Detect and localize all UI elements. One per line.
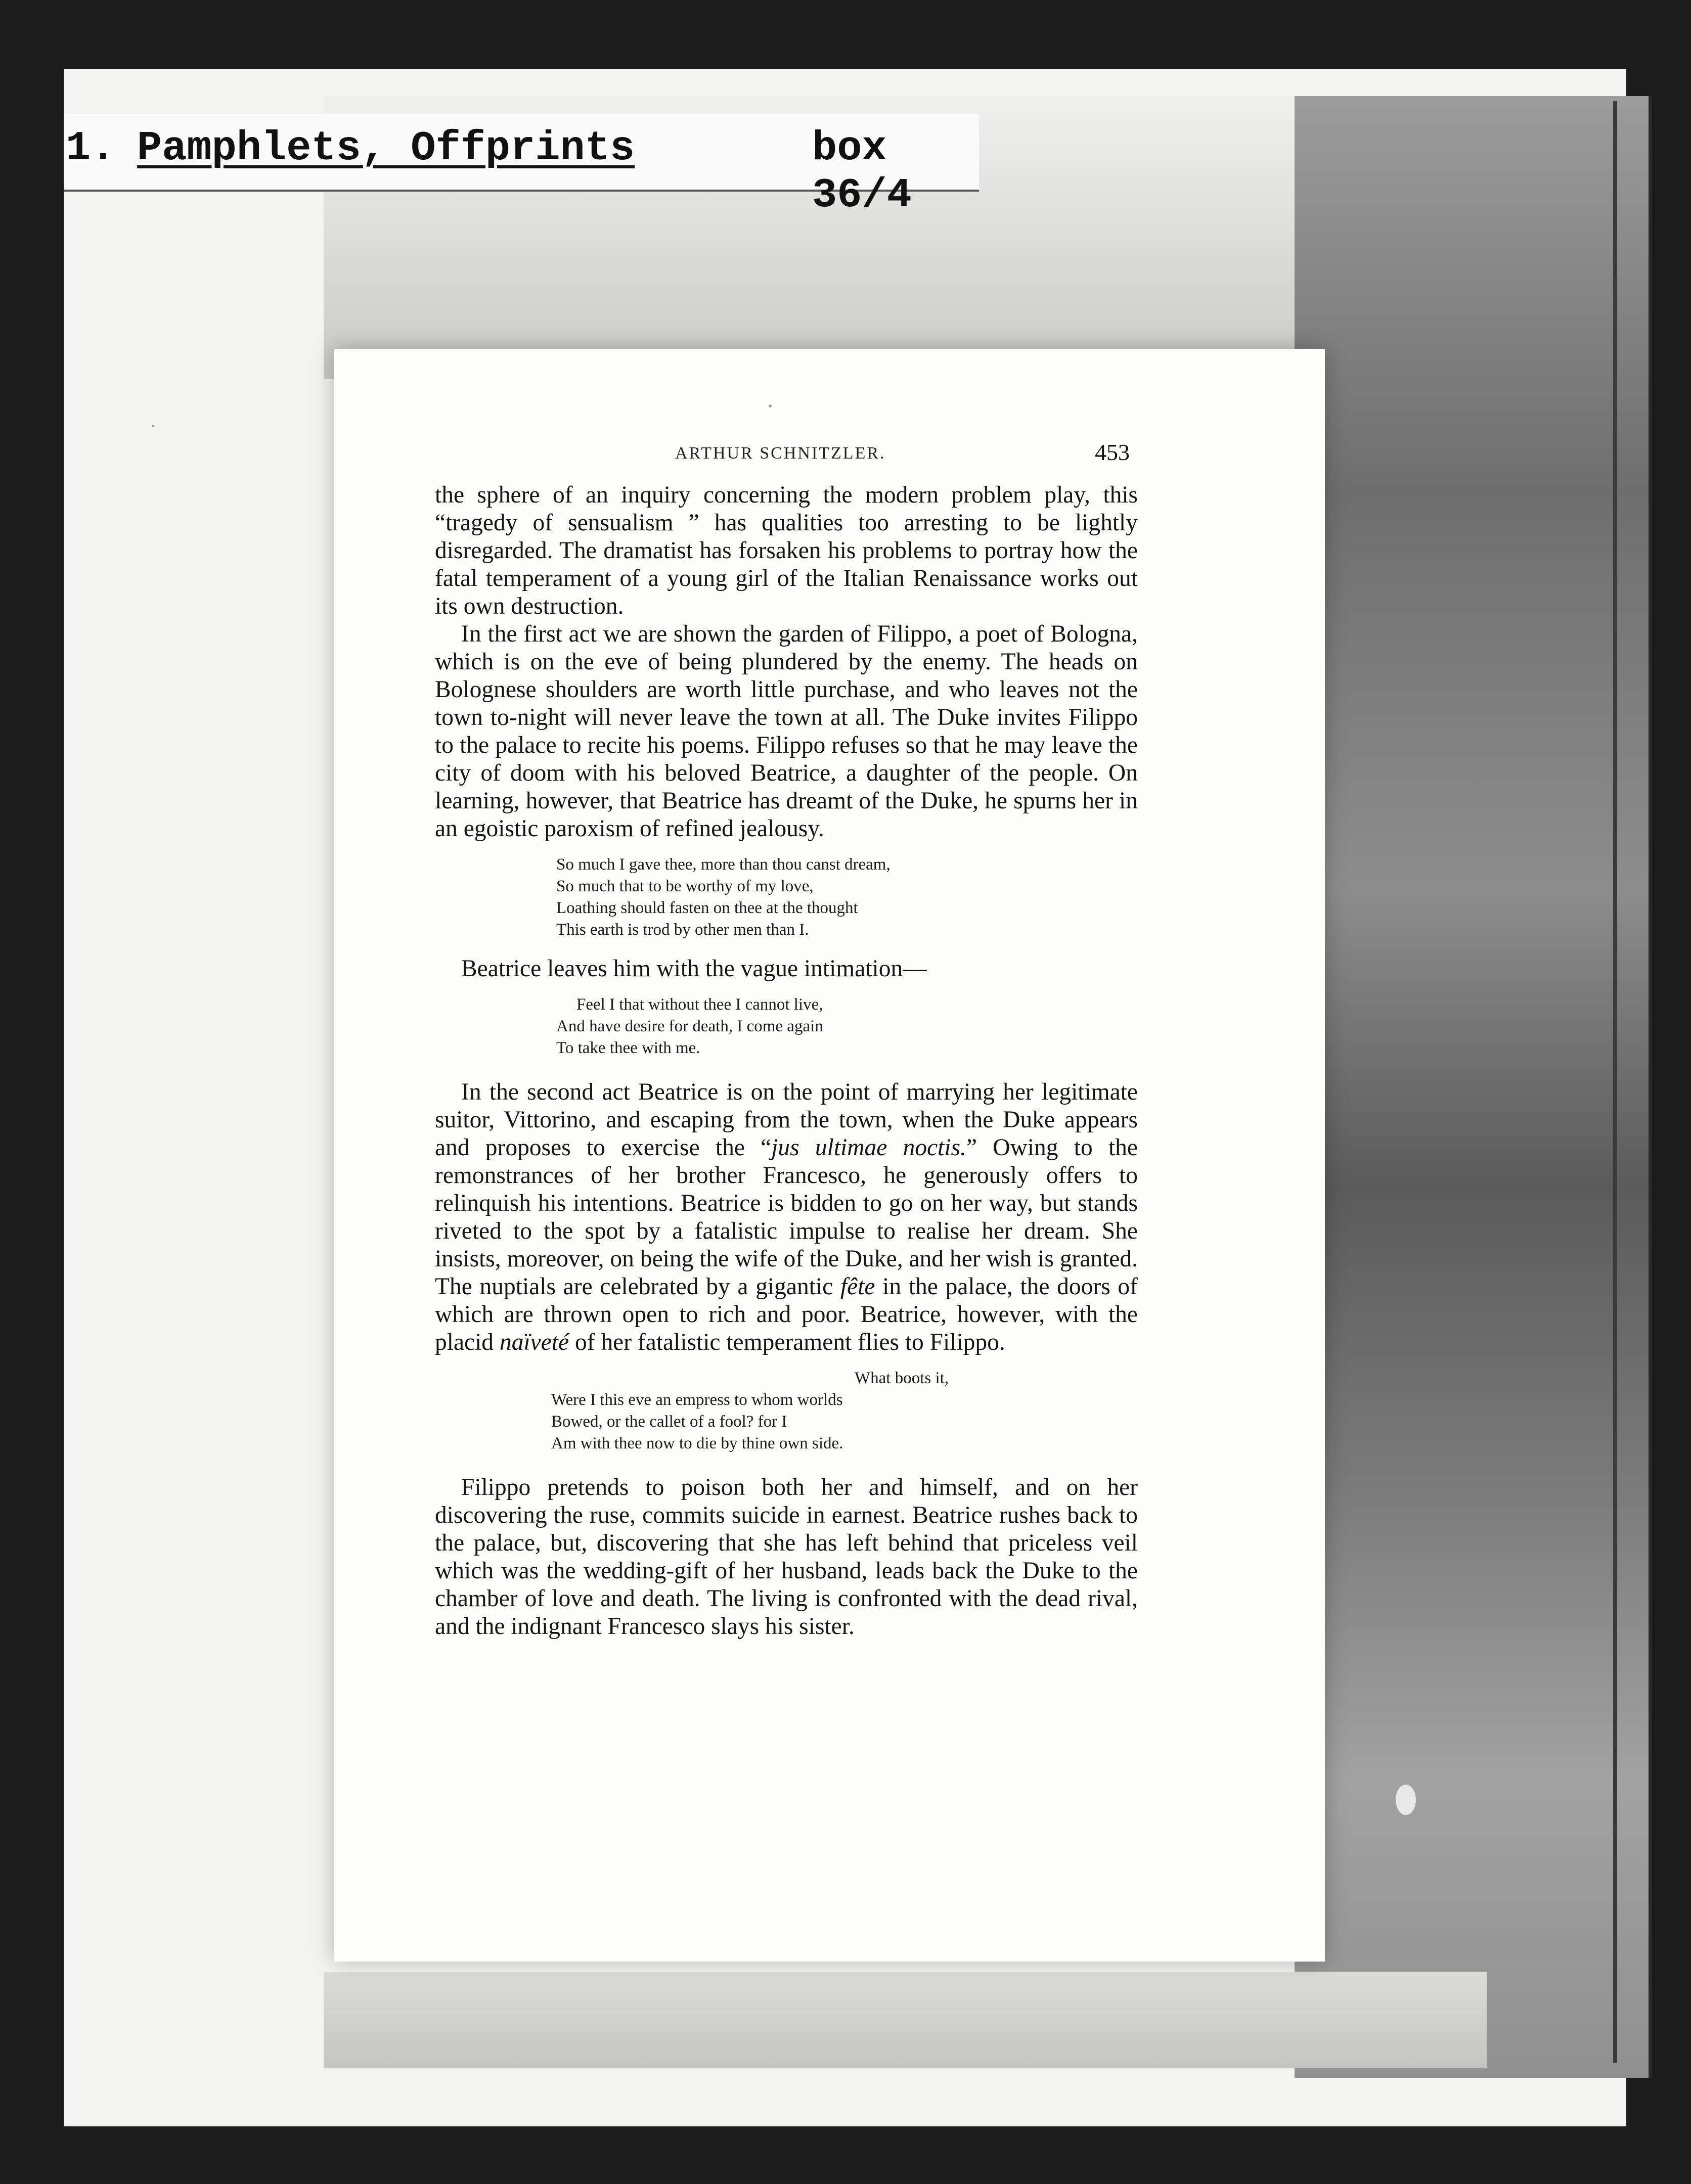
- scan-speck: [1396, 1785, 1416, 1815]
- page-edge-line: [1613, 101, 1617, 2063]
- verse-line: Am with thee now to die by thine own side.: [551, 1434, 843, 1452]
- underlying-page-bottom: [324, 1972, 1487, 2068]
- paragraph-3: Beatrice leaves him with the vague intimation—: [461, 956, 927, 982]
- verse-line: Feel I that without thee I cannot live,: [576, 995, 823, 1014]
- paragraph-2: In the first act we are shown the garden of Filippo, a poet of Bologna, which is on the eve of being plundered by the enemy. The heads on Bolognese shoulders are worth little purchase, and who leaves not the town to-night will never leave the town at all. The Duke invites Filippo to the palace to recite his poems. Filippo refuses so that he may leave the city of doom with his beloved Beatrice, a daughter of the people. On learning, however, that Beatrice has dreamt of the Duke, he spurns her in an egoistic paroxism of refined jealousy.: [435, 621, 1138, 842]
- verse-line: This earth is trod by other men than I.: [556, 921, 809, 939]
- verse-line: And have desire for death, I come again: [556, 1017, 823, 1035]
- body-text: [435, 481, 1138, 1641]
- para4-part-c: in the palace, the doors of which are thrown open to rich and poor. Beatrice, however, with the placid: [435, 1273, 1138, 1355]
- para4-italic-naivete: naïveté: [499, 1329, 569, 1355]
- verse-line: So much I gave thee, more than thou canst dream,: [556, 855, 891, 874]
- verse-line: Were I this eve an empress to whom worlds: [551, 1391, 843, 1409]
- printed-page: [334, 349, 1325, 1962]
- page-number: 453: [1095, 439, 1130, 465]
- para4-italic-fete: fête: [840, 1273, 875, 1300]
- verse-line: What boots it,: [855, 1369, 949, 1387]
- underlying-page-edge: [1295, 96, 1652, 2078]
- para4-part-b: ” Owing to the remonstrances of her brother Francesco, he generously offers to relinquish his intentions. Beatrice is bidden to go on her way, but stands riveted to the spot by a fatalistic impulse to realise her dream. She insists, moreover, on being the wife of the Duke, and her wish is granted. The nuptials are celebrated by a gigantic: [435, 1134, 1138, 1300]
- para4-part-d: of her fatalistic temperament flies to Filippo.: [569, 1329, 1005, 1355]
- running-head: [334, 439, 1325, 474]
- paragraph-5: Filippo pretends to poison both her and himself, and on her discovering the ruse, commits suicide in earnest. Beatrice rushes back to the palace, but, discovering that she has left behind that priceless veil which was the wedding-gift of her husband, leads back the Duke to the chamber of love and death. The living is confronted with the dead rival, and the indignant Francesco slays his sister.: [435, 1474, 1138, 1640]
- para4-italic-jus: jus ultimae noctis.: [771, 1134, 966, 1161]
- scan-speck: [769, 404, 772, 407]
- verse-line: Bowed, or the callet of a fool? for I: [551, 1413, 787, 1431]
- verse-quote-1: [556, 854, 1138, 941]
- label-box: box 36/4: [812, 125, 912, 219]
- verse-line: So much that to be worthy of my love,: [556, 877, 814, 895]
- archive-label: [64, 114, 979, 219]
- verse-line: To take thee with me.: [556, 1039, 700, 1057]
- paragraph-4: [435, 1078, 1138, 1356]
- label-title: Pamphlets, Offprints: [137, 125, 635, 172]
- para4-part-a: In the second act Beatrice is on the point of marrying her legitimate suitor, Vittorino, and escaping from the town, when the Duke appears and proposes to exercise the “: [435, 1079, 1138, 1161]
- running-title: ARTHUR SCHNITZLER.: [675, 444, 886, 463]
- verse-quote-2: [556, 994, 1138, 1059]
- scan-speck: [152, 425, 154, 427]
- verse-line: Loathing should fasten on thee at the thought: [556, 899, 858, 917]
- label-number: 1.: [66, 125, 116, 172]
- paragraph-1: the sphere of an inquiry concerning the modern problem play, this “tragedy of sensualism ” has qualities too arresting to be lightly disregarded. The dramatist has forsaken his problems to portray how the fatal temperament of a young girl of the Italian Renaissance works out its own destruction.: [435, 482, 1138, 619]
- verse-quote-3: [551, 1368, 1138, 1454]
